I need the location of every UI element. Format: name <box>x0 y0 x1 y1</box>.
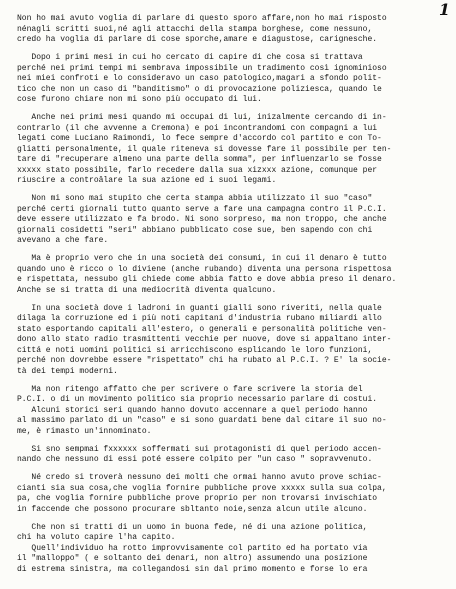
paragraph <box>17 445 441 466</box>
text-line: Si sno sempmai fxxxxxx soffermati sui protagonisti di quel periodo accen- <box>17 444 382 454</box>
text-line: quando uno è ricco o lo diviene (anche rubando) diventa una persona rispettosa <box>17 264 392 274</box>
text-line: In una società dove i ladroni in guanti gialli sono riveriti, nella quale <box>17 303 382 313</box>
paragraph <box>17 473 441 515</box>
paragraph <box>17 194 441 247</box>
text-line: contrarlo (il che avvenne a Cremona) e poi incontrandomi con compagni a lui <box>17 123 378 133</box>
text-line: perché nei primi tempi mi sembrava impossibile un tradimento così ignominioso <box>17 63 387 73</box>
text-line: riuscire a controâlare la sua azione ed i suoi legami. <box>17 176 277 185</box>
text-line: xxxxx stato possibile, farlo recedere dalla sua xizxxx azione, comunque per <box>17 165 378 175</box>
text-line: dilaga la corruzione ed i più noti capitani d'industria rubano miliardi allo <box>17 314 382 323</box>
text-line: Quell'individuo ha rotto improvvisamente col partito ed ha portato via <box>17 543 368 553</box>
text-line: Ma è proprio vero che in una società dei consumi, in cui il denaro è tutto <box>17 254 387 263</box>
paragraph <box>17 14 441 46</box>
text-line: al massimo parlato di un "caso" e si sono guardati bene dal citare il suo no- <box>17 416 387 425</box>
page-number: 1 <box>438 0 450 19</box>
text-line: cose furono chiare non mi sono più occupato di lui. <box>17 95 262 104</box>
text-line: perché certi giornali tutto quanto serve a fare una campagna contro il P.C.I. <box>17 204 387 214</box>
text-line: perché non dovrebbe essere "rispettato" chi ha rubato al P.C.I. ? E' la socie- <box>17 356 392 365</box>
text-line: giornali cosidetti "seri" abbiano pubblicato cose sue, ben sapendo con chi <box>17 225 373 235</box>
text-line: e rispettata, nessubo gli chiede come abbia fatto e dove abbia preso il denaro. <box>17 275 397 284</box>
text-line: nando che nessuno di essi poté essere colpito per "un caso " sopravvenuto. <box>17 455 373 464</box>
text-line: chi ha voluto capire l'ha capito. <box>17 533 176 542</box>
text-line: Non mi sono mai stupito che certa stampa abbia utilizzato il suo "caso" <box>17 194 373 203</box>
text-line: stato esportando capitali all'estero, o generali e personalità politiche ven- <box>17 324 387 334</box>
text-line: deve essere utilizzato e fa brodo. Ni sono sorpreso, ma non troppo, che anche <box>17 215 387 224</box>
text-line: dono allo stato radio trasmittenti vecchie per nuove, dove si appaltano inter- <box>17 335 392 344</box>
text-line: Che non si tratti di un uomo in buona fede, né di una azione politica, <box>17 522 368 532</box>
paragraph <box>17 304 441 378</box>
text-line: credo ha voglia di parlare di cose sporche,amare e diagustose, carigneschе. <box>17 35 378 44</box>
text-line: me, è rimasto un'innominato. <box>17 426 152 436</box>
paragraph <box>17 254 441 296</box>
paragraph <box>17 523 441 576</box>
text-line: Anche nei primi mesi quando mi occupai di lui, inizalmente cercando di in- <box>17 113 387 122</box>
text-line: Né credo si troverà nessuno dei molti che ormai hanno avuto prove schiac- <box>17 473 382 482</box>
text-line: avevano a che fare. <box>17 236 109 245</box>
text-line: tico che non un caso di "banditismo" o di provocazione poliziesca, quando le <box>17 84 382 94</box>
text-line: gliatti personalmente, il quale riteneva si dovesse fare il possibile per ten- <box>17 144 392 154</box>
text-line: tare di "recuperare almeno una parte della somma", per influenzarlo se fosse <box>17 155 382 164</box>
text-line: tà dei tempi moderni. <box>17 366 118 376</box>
text-line: cianti sia sua cosa,che voglia fornire pubbliche prove xxxxx sulla sua colpa, <box>17 483 387 493</box>
text-line: Anche se si tratta di una mediocrità diventa qualcuno. <box>17 285 277 295</box>
text-line: di estrema sinistra, ma collegandosi sin dal primo momento e forse lo era <box>17 564 368 574</box>
text-line: legati come Luciano Raimondi, lo fece sempre d'accordo col partito e con To- <box>17 134 382 143</box>
text-line: cittá e noti uomini politici si arricchiscono esplicando le loro funzioni, <box>17 345 373 355</box>
text-line: Alcuni storici seri quando hanno dovuto accennare a quel periodo hanno <box>17 405 368 415</box>
text-line: Non ho mai avuto voglia di parlare di questo sporo affare,non ho mai risposto <box>17 14 387 23</box>
text-line: nénagli scritti suoi,né agli attacchi della stampa borghese, come nessuno, <box>17 24 373 34</box>
text-line: Ma non ritengo affatto che per scrivere o fare scrivere la storia del <box>17 384 363 394</box>
paragraph <box>17 385 441 438</box>
text-line: il "malloppo" ( e soltanto dei denari, non altro) assumendo una posizione <box>17 554 368 563</box>
paragraph <box>17 113 441 187</box>
document-body <box>17 14 441 583</box>
text-line: in faccende che possono procurare sbltanto noie,senza alcun utile alcuno. <box>17 504 368 514</box>
text-line: pa, che voglia fornire pubbliche prove proprio per non trovarsi invischiato <box>17 494 378 503</box>
text-line: nei miei confroti e lo consideravo un caso patologico,magari a sfondo polit- <box>17 74 382 83</box>
text-line: Dopo i primi mesi in cui ho cercato di capire di che cosa si trattava <box>17 53 363 62</box>
text-line: P.C.I. o di un movimento politico sia proprio necessario parlare di costui. <box>17 395 378 404</box>
paragraph <box>17 53 441 106</box>
